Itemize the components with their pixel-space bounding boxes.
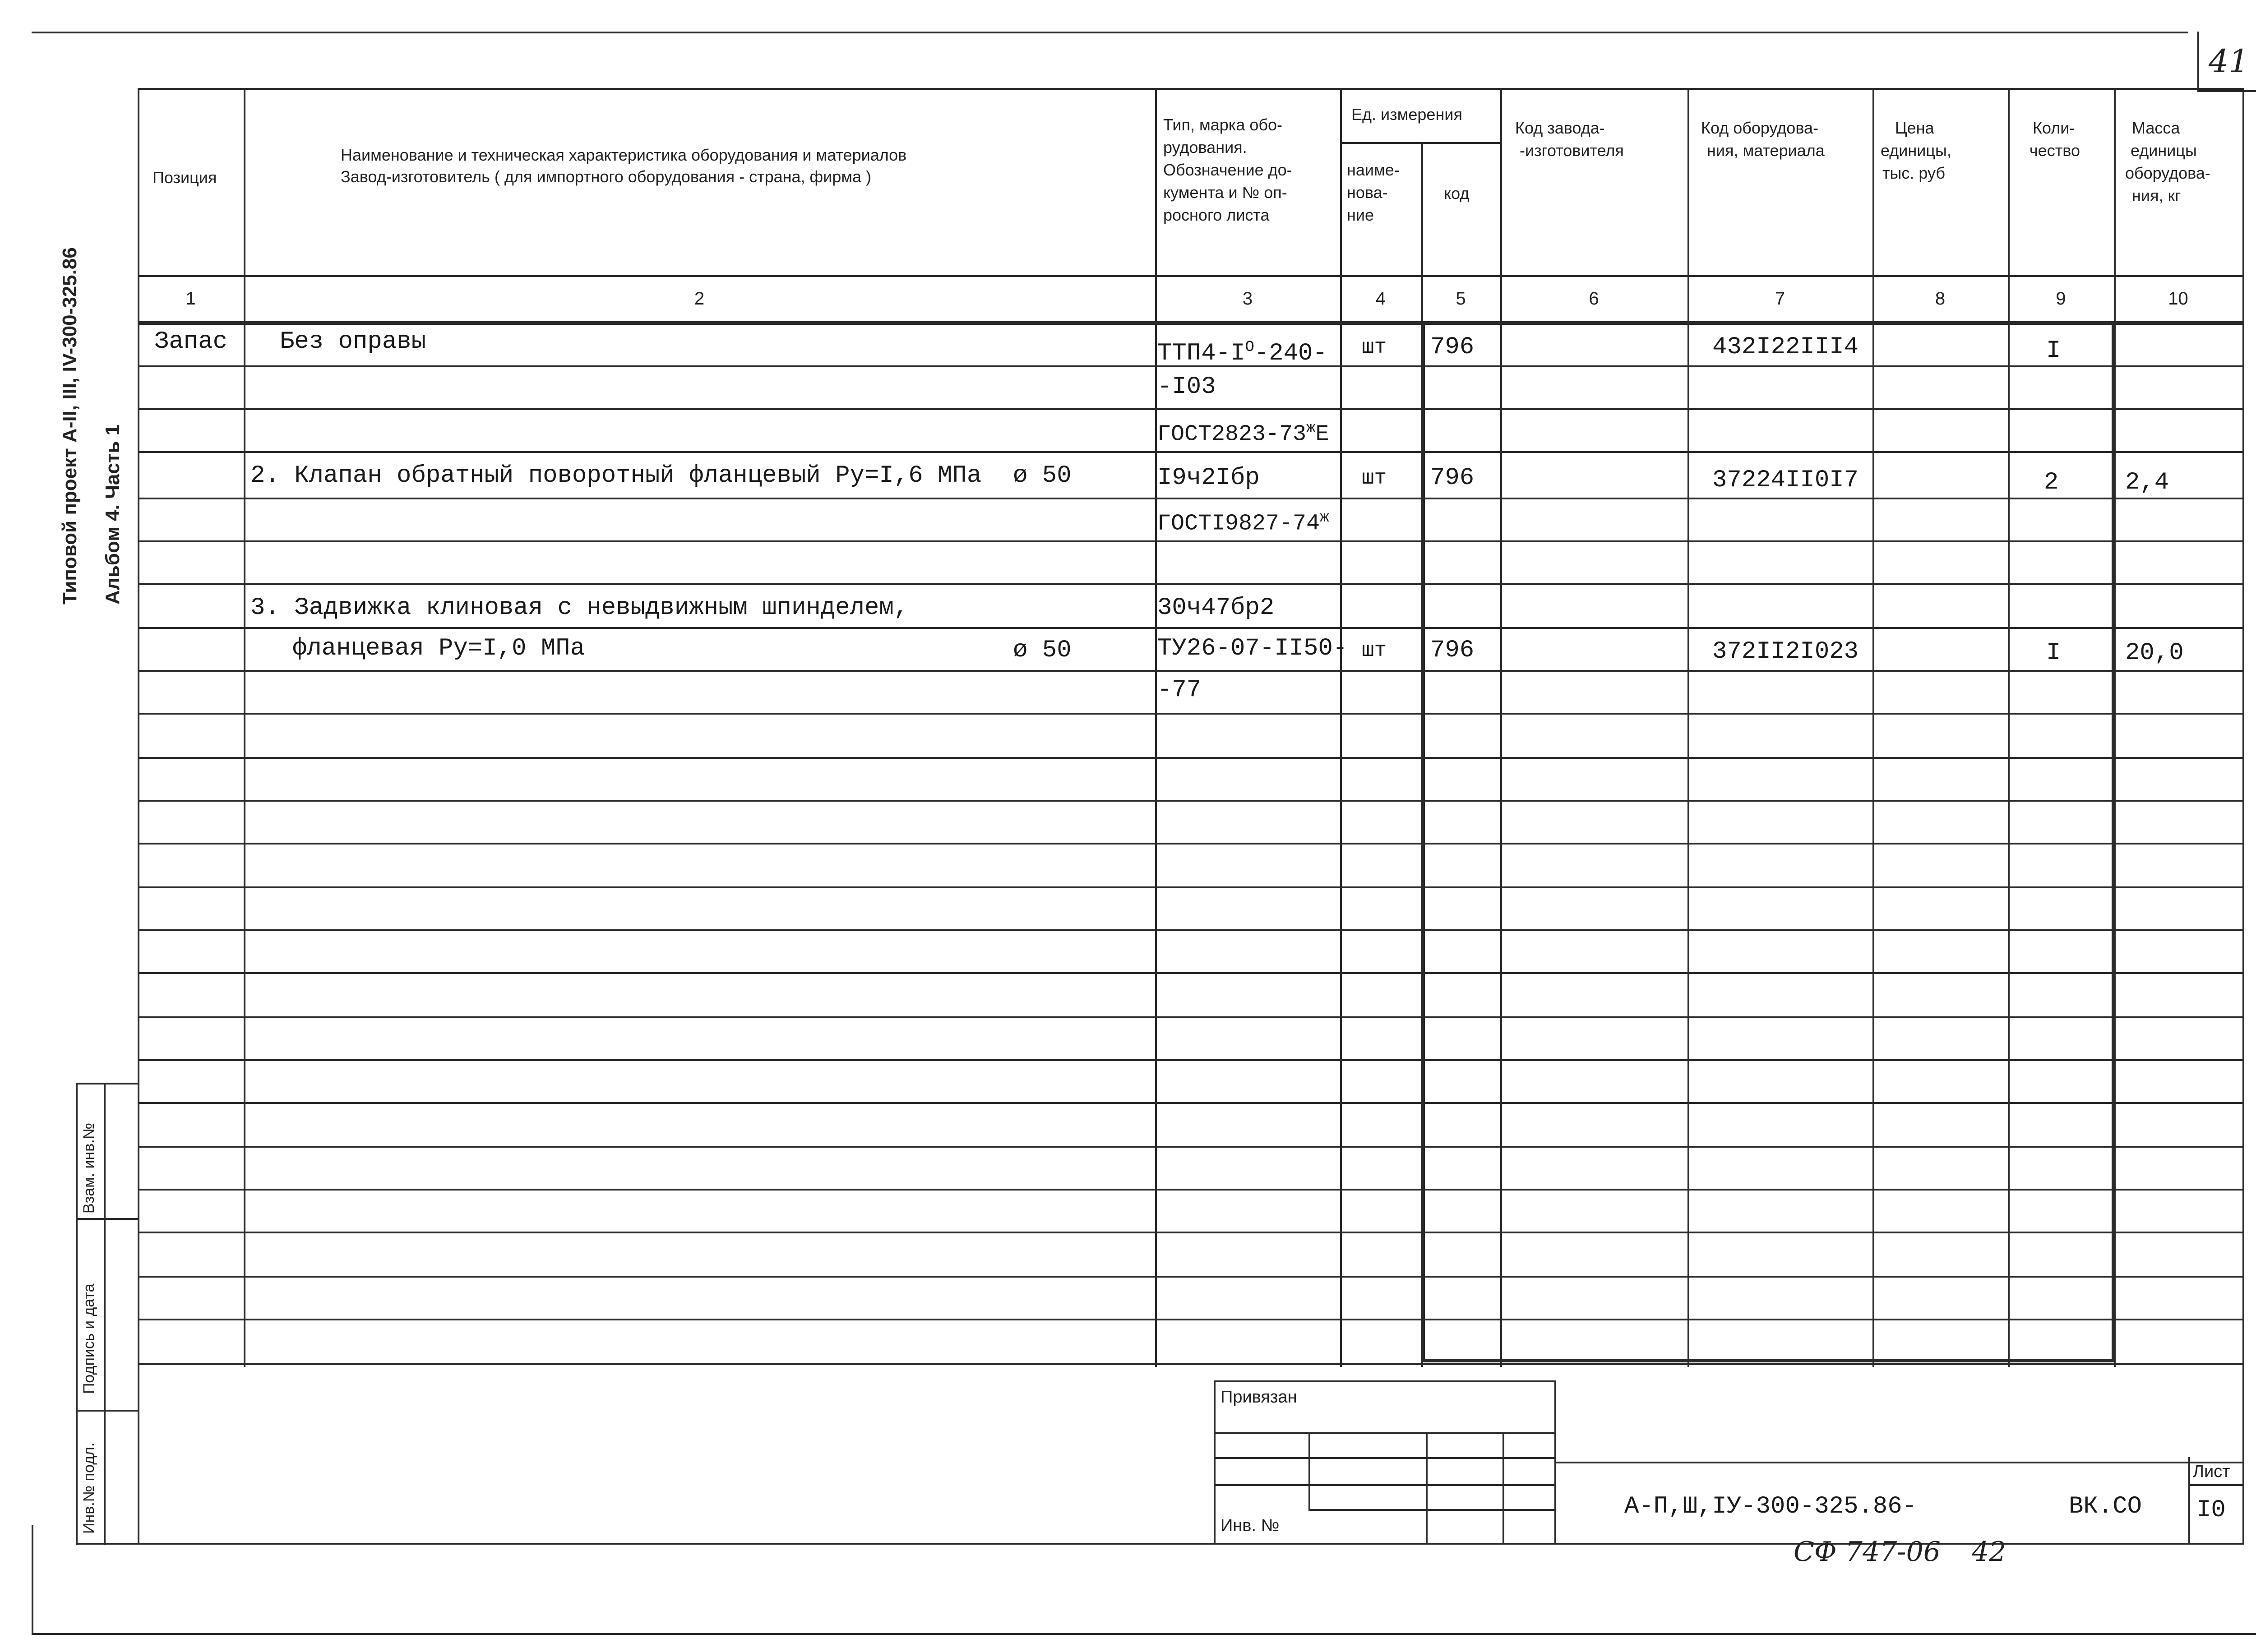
- row-line: [138, 800, 2244, 802]
- stamp-box-left: [1214, 1380, 1216, 1543]
- row-line: [138, 1059, 2244, 1061]
- row-unit: шт: [1362, 466, 1387, 490]
- row-line: [138, 1189, 2244, 1191]
- header-price-line2: единицы,: [1881, 141, 1951, 160]
- header-units: Ед. измерения: [1351, 105, 1462, 124]
- header-mass-line2: единицы: [2131, 141, 2197, 160]
- row-type-mark: ТУ26-07-II50-: [1157, 635, 1348, 662]
- table-right-border: [2242, 90, 2244, 1543]
- header-factory-code-line2: -изготовителя: [1520, 141, 1624, 160]
- row-unit-code: 796: [1430, 464, 1475, 492]
- thick-block-left: [1421, 323, 1425, 1360]
- row-line: [138, 451, 2244, 453]
- row-name: фланцевая Ру=I,0 МПа: [292, 635, 585, 662]
- col-divider-2: [1155, 88, 1157, 1367]
- left-stamp-inv-orig: Инв.№ подл.: [80, 1442, 97, 1534]
- row-equip-code: 432I22III4: [1712, 333, 1859, 361]
- left-stamp-bottom: [76, 1543, 138, 1545]
- row-type-mark: 30ч47бр2: [1157, 594, 1275, 622]
- table-top-border: [138, 88, 2244, 90]
- header-equip-code-line2: ния, материала: [1707, 141, 1825, 160]
- header-quantity-line2: чество: [2029, 141, 2080, 160]
- row-line: [138, 498, 2244, 499]
- stamp-box-line: [1308, 1509, 1554, 1511]
- column-number-1: 1: [185, 289, 196, 309]
- header-type-line5: росного листа: [1163, 206, 1270, 224]
- row-name: Без оправы: [280, 328, 426, 355]
- header-bottom-line: [138, 275, 2244, 277]
- column-number-9: 9: [2056, 289, 2066, 309]
- row-type-mark: -I03: [1157, 373, 1216, 401]
- bottom-handwritten-code: СФ 747-06: [1794, 1536, 1941, 1568]
- left-stamp-replace: Взам. инв.№: [80, 1122, 97, 1214]
- header-unit-name-line2: нова-: [1347, 183, 1388, 202]
- column-number-2: 2: [694, 289, 705, 309]
- col-divider-3: [1340, 88, 1342, 1367]
- header-type-line3: Обозначение до-: [1163, 161, 1292, 179]
- doc-code: А-П,Ш,IУ-300-325.86-: [1624, 1493, 1917, 1520]
- stamp-box-divider: [1308, 1432, 1310, 1511]
- side-project-title: Типовой проект А-II, III, IV-300-325.86: [59, 247, 81, 605]
- column-number-8: 8: [1935, 289, 1946, 309]
- header-name-line1: Наименование и техническая характеристика оборудования и материалов: [341, 146, 907, 164]
- row-quantity: 2: [2044, 469, 2059, 496]
- header-factory-code-line1: Код завода-: [1515, 119, 1605, 137]
- header-name-line2: Завод-изготовитель ( для импортного оборудования - страна, фирма ): [341, 167, 872, 186]
- column-number-6: 6: [1589, 289, 1599, 309]
- side-album-title: Альбом 4. Часть 1: [102, 424, 124, 605]
- stamp-box-top: [1214, 1380, 1554, 1382]
- row-line: [138, 583, 2244, 585]
- sheet-label: Лист: [2193, 1462, 2230, 1481]
- row-unit-code: 796: [1430, 333, 1475, 361]
- row-diameter: ø 50: [1013, 637, 1072, 664]
- row-line: [138, 843, 2244, 844]
- row-mass: 2,4: [2125, 469, 2169, 496]
- column-number-bottom-line: [138, 321, 2244, 325]
- col-divider-1: [244, 88, 245, 1367]
- row-type-mark: $ТТП4-I^О-240-$: [1157, 339, 1327, 367]
- header-mass-line4: ния, кг: [2132, 186, 2181, 205]
- thick-block-bottom: [1421, 1359, 2115, 1362]
- row-line: [138, 1232, 2244, 1233]
- row-name: 3. Задвижка клиновая с невыдвижным шпинделем,: [250, 594, 909, 622]
- header-position: Позиция: [153, 168, 217, 187]
- row-quantity: I: [2046, 337, 2061, 365]
- header-type-line1: Тип, марка обо-: [1163, 115, 1283, 134]
- sheet-box-divider: [2188, 1484, 2244, 1486]
- page-number-box-left: [2197, 32, 2199, 90]
- left-stamp-divider: [104, 1083, 106, 1545]
- column-number-4: 4: [1375, 289, 1386, 309]
- header-type-line4: кумента и № оп-: [1163, 183, 1287, 202]
- row-line: [138, 1016, 2244, 1018]
- row-type-mark: I9ч2Iбр: [1157, 464, 1260, 492]
- row-unit-code: 796: [1430, 637, 1475, 664]
- left-stamp-sign-date: Подпись и дата: [80, 1283, 97, 1394]
- left-stamp-line: [76, 1410, 138, 1412]
- row-line: [138, 670, 2244, 672]
- row-equip-code: 37224II0I7: [1712, 466, 1859, 494]
- row-line: [138, 1276, 2244, 1278]
- sheet-box-left: [2188, 1457, 2190, 1543]
- header-price-line1: Цена: [1895, 119, 1934, 137]
- page-number: 41: [2209, 43, 2249, 80]
- top-border-line: [32, 32, 2188, 33]
- row-line: [138, 1102, 2244, 1104]
- header-unit-code: код: [1444, 184, 1470, 203]
- row-name: 2. Клапан обратный поворотный фланцевый Ру=I,6 МПа: [250, 462, 982, 489]
- header-quantity-line1: Коли-: [2033, 119, 2075, 137]
- row-line: [138, 1363, 2244, 1365]
- header-mass-line1: Масса: [2132, 119, 2180, 137]
- row-line: [138, 972, 2244, 974]
- row-line: [138, 540, 2244, 542]
- header-type-line2: рудования.: [1163, 138, 1247, 157]
- left-stamp-line: [76, 1218, 138, 1220]
- units-header-divider: [1340, 142, 1500, 144]
- doc-suffix: ВК.СО: [2069, 1493, 2142, 1520]
- row-type-mark: $ГОСТ2823-73^жЕ$: [1157, 420, 1329, 448]
- page-number-box-bottom: [2197, 90, 2256, 92]
- col-divider-5: [1500, 88, 1502, 1367]
- row-line: [138, 1146, 2244, 1148]
- row-mass: 20,0: [2125, 639, 2184, 667]
- row-line: [138, 713, 2244, 715]
- bottom-border-line: [32, 1633, 2256, 1635]
- header-mass-line3: оборудова-: [2125, 164, 2210, 182]
- left-stamp-top: [76, 1083, 138, 1084]
- left-border-fragment: [32, 1525, 33, 1633]
- left-stamp-left: [76, 1083, 78, 1545]
- column-number-10: 10: [2168, 289, 2188, 309]
- column-number-5: 5: [1456, 289, 1466, 309]
- column-number-3: 3: [1242, 289, 1253, 309]
- row-position: Запас: [154, 328, 228, 355]
- row-diameter: ø 50: [1013, 462, 1072, 489]
- column-number-7: 7: [1775, 289, 1785, 309]
- row-line: [138, 1319, 2244, 1320]
- sheet-number: I0: [2196, 1496, 2226, 1524]
- row-unit: шт: [1362, 639, 1387, 662]
- stamp-bound-label: Привязан: [1220, 1388, 1297, 1407]
- row-line: [138, 929, 2244, 931]
- row-line: [138, 886, 2244, 888]
- stamp-box-divider: [1426, 1432, 1428, 1543]
- header-unit-name-line1: наиме-: [1347, 161, 1400, 179]
- row-type-mark: -77: [1157, 676, 1202, 704]
- header-price-line3: тыс. руб: [1882, 164, 1946, 182]
- bottom-page-number: 42: [1972, 1536, 2006, 1568]
- row-line: [138, 757, 2244, 759]
- row-equip-code: 372II2I023: [1712, 638, 1859, 665]
- stamp-inv-label: Инв. №: [1220, 1516, 1280, 1535]
- thick-block-right: [2112, 323, 2115, 1360]
- header-equip-code-line1: Код оборудова-: [1701, 119, 1819, 137]
- row-line: [138, 627, 2244, 629]
- stamp-box-divider: [1502, 1432, 1504, 1543]
- col-divider-7: [1872, 88, 1874, 1367]
- col-divider-6: [1687, 88, 1689, 1367]
- row-quantity: I: [2046, 639, 2061, 667]
- row-type-mark: $ГОСТI9827-74^ж$: [1157, 509, 1329, 537]
- row-unit: шт: [1362, 336, 1387, 359]
- title-block-top: [1554, 1462, 2244, 1463]
- header-unit-name-line3: ние: [1347, 206, 1374, 224]
- col-divider-8: [2008, 88, 2010, 1367]
- row-line: [138, 408, 2244, 410]
